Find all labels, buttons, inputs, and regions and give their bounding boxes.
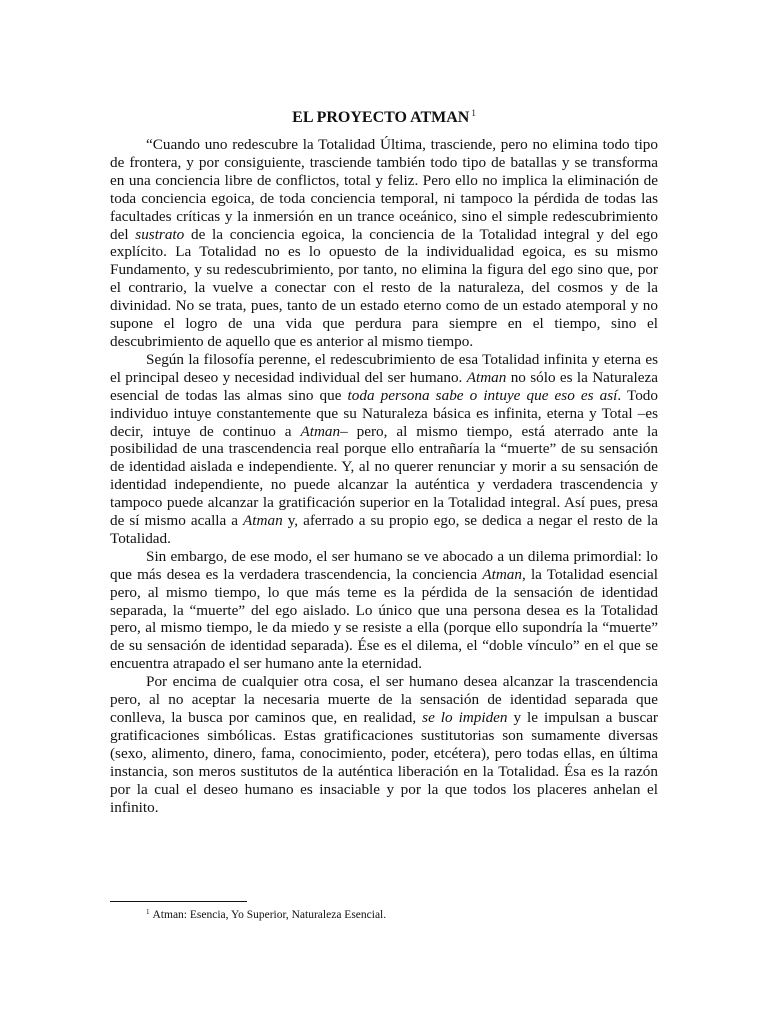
text-run: Por encima de cualquier otra cosa, el ser humano desea alcanzar la trascendencia pero, al no aceptar la necesaria muerte de la sensación de identidad separada que conlleva, la busca por caminos que, en realidad, [110, 673, 658, 726]
paragraph-3 [110, 548, 658, 673]
italic-run: Atman [243, 512, 283, 530]
italic-run: Atman [466, 368, 507, 386]
text-run: , la Totalidad esencial pero, al mismo tiempo, lo que más teme es la pérdida de la sensación de identidad separada, la “muerte” del ego aislado. Lo único que una persona desea es la Totalidad pero, al mismo tiempo, le da miedo y se resiste a ella (porque ello supondría la “muerte” de su sensación de identidad separada). Ése es el dilema, el “doble vínculo” en el que se encuentra atrapado el ser humano ante la eternidad. [110, 565, 658, 673]
paragraph-4 [110, 673, 658, 816]
title-text: EL PROYECTO ATMAN [292, 109, 470, 126]
text-run: – pero, al mismo tiempo, está aterrado ante la posibilidad de una trascendencia real porque ello entrañaría la “muerte” de su sensación de identidad aislada e independiente. Y, al no querer renunciar y morir a su sensación de identidad independiente, no puede alcanzar la auténtica y verdadera trascendencia y tampoco puede alcanzar la gratificación superior en la Totalidad integral. Así pues, presa de sí mismo acalla a [110, 422, 658, 530]
text-run: y le impulsan a buscar gratificaciones simbólicas. Estas gratificaciones sustitutorias son sumamente diversas (sexo, alimento, dinero, fama, conocimiento, poder, etcétera), pero todas ellas, en última instancia, son meros sustitutos de la auténtica liberación en la Totalidad. Ésa es la razón por la cual el deseo humano es insaciable y por la que todos los placeres anhelan el infinito. [110, 709, 658, 816]
text-run: de la conciencia egoica, la conciencia de la Totalidad integral y del ego explícito. La Totalidad no es lo opuesto de la individualidad egoica, es su mismo Fundamento, y su redescubrimiento, por tanto, no elimina la figura del ego sino que, por el contrario, la vuelve a conectar con el resto de la naturaleza, del cosmos y de la divinidad. No se trata, pues, tanto de un estado eterno como de un estado atemporal y no supone el logro de una vida que perdura para siempre en el tiempo, sino el descubrimiento de aquello que es anterior al mismo tiempo. [110, 225, 658, 350]
paragraph-1 [110, 136, 658, 351]
footnote-reference: 1 [471, 108, 476, 118]
text-run: Sin embargo, de ese modo, el ser humano se ve abocado a un dilema primordial: lo que más desea es la verdadera trascendencia, la conciencia [110, 547, 658, 583]
text-run: Según la filosofía perenne, el redescubrimiento de esa Totalidad infinita y eterna es el principal deseo y necesidad individual del ser humano. [110, 350, 658, 386]
footnote-mark: 1 [146, 908, 150, 916]
paragraph-2 [110, 351, 658, 548]
italic-run: se lo impiden [422, 709, 508, 726]
italic-run: toda persona sabe o intuye que eso es así [347, 386, 618, 404]
text-run: . Todo individuo intuye constantemente que su Naturaleza básica es infinita, eterna y Total –es decir, intuye de continuo a [110, 386, 658, 440]
italic-run: sustrato [135, 225, 185, 243]
text-run: y, aferrado a su propio ego, se dedica a negar el resto de la Totalidad. [110, 512, 658, 547]
body-text [110, 136, 658, 816]
text-run: no sólo es la Naturaleza esencial de todas las almas sino que [110, 368, 658, 404]
text-run: “Cuando uno redescubre la Totalidad Última, trasciende, pero no elimina todo tipo de frontera, y por consiguiente, trasciende también todo tipo de batallas y se transforma en una conciencia libre de conflictos, total y feliz. Pero ello no implica la eliminación de toda conciencia egoica, de toda conciencia temporal, ni tampoco la pérdida de todas las facultades críticas y la inmersión en un trance oceánico, sino el simple redescubrimiento del [110, 136, 658, 243]
page-title [110, 103, 658, 128]
italic-run: Atman [482, 565, 522, 583]
footnote [110, 905, 658, 922]
footnote-separator [110, 901, 247, 902]
footnote-text: Atman: Esencia, Yo Superior, Naturaleza Esencial. [152, 909, 387, 921]
italic-run: Atman [300, 422, 341, 440]
